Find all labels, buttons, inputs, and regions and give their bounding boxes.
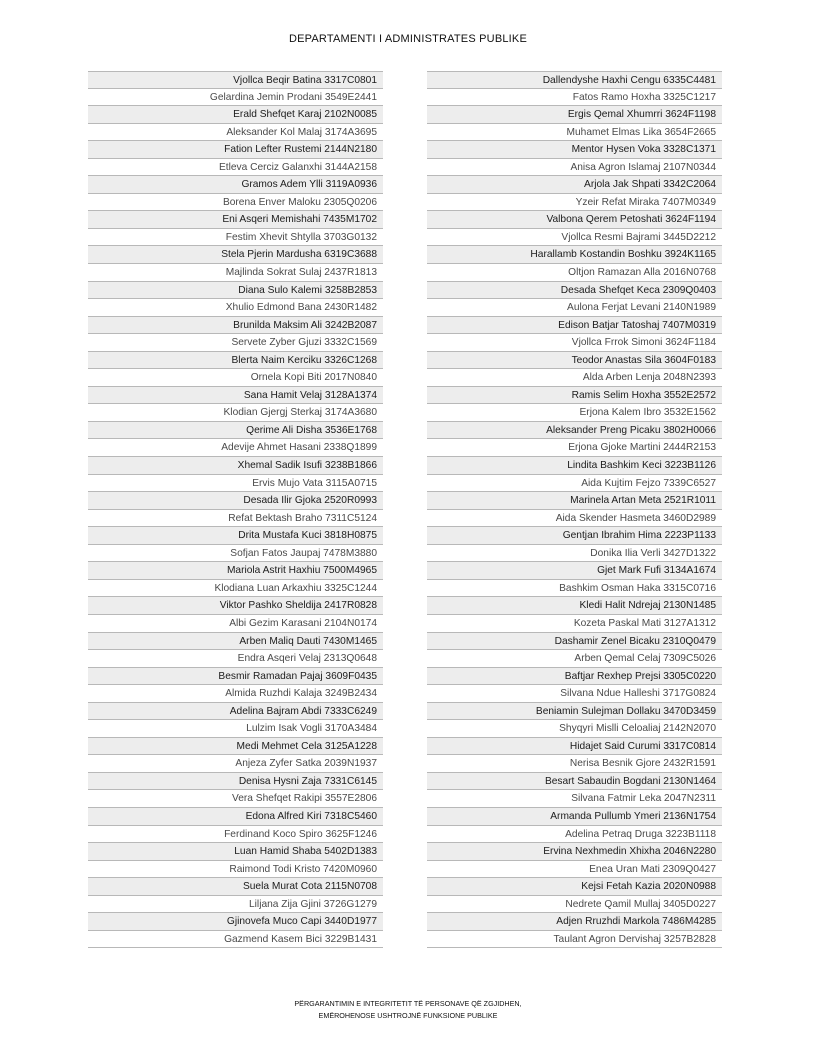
- list-item: Harallamb Kostandin Boshku 3924K1165: [427, 246, 722, 264]
- list-item: Aida Skender Hasmeta 3460D2989: [427, 510, 722, 528]
- list-item: Beniamin Sulejman Dollaku 3470D3459: [427, 703, 722, 721]
- list-item: Etleva Cerciz Galanxhi 3144A2158: [88, 159, 383, 177]
- list-item: Vjollca Frrok Simoni 3624F1184: [427, 334, 722, 352]
- list-item: Vera Shefqet Rakipi 3557E2806: [88, 790, 383, 808]
- list-item: Desada Shefqet Keca 2309Q0403: [427, 282, 722, 300]
- list-item: Shyqyri Mislli Celoaliaj 2142N2070: [427, 720, 722, 738]
- list-item: Gjinovefa Muco Capi 3440D1977: [88, 913, 383, 931]
- list-item: Fatos Ramo Hoxha 3325C1217: [427, 89, 722, 107]
- list-item: Raimond Todi Kristo 7420M0960: [88, 861, 383, 879]
- list-item: Aulona Ferjat Levani 2140N1989: [427, 299, 722, 317]
- list-item: Arben Maliq Dauti 7430M1465: [88, 633, 383, 651]
- list-item: Servete Zyber Gjuzi 3332C1569: [88, 334, 383, 352]
- list-item: Besart Sabaudin Bogdani 2130N1464: [427, 773, 722, 791]
- list-item: Ervina Nexhmedin Xhixha 2046N2280: [427, 843, 722, 861]
- list-item: Silvana Ndue Halleshi 3717G0824: [427, 685, 722, 703]
- list-item: Kledi Halit Ndrejaj 2130N1485: [427, 597, 722, 615]
- list-item: Almida Ruzhdi Kalaja 3249B2434: [88, 685, 383, 703]
- list-item: Marinela Artan Meta 2521R1011: [427, 492, 722, 510]
- page-title: DEPARTAMENTI I ADMINISTRATES PUBLIKE: [288, 33, 528, 45]
- list-item: Drita Mustafa Kuci 3818H0875: [88, 527, 383, 545]
- list-item: Mariola Astrit Haxhiu 7500M4965: [88, 562, 383, 580]
- list-item: Luan Hamid Shaba 5402D1383: [88, 843, 383, 861]
- list-item: Kozeta Paskal Mati 3127A1312: [427, 615, 722, 633]
- list-item: Adelina Petraq Druga 3223B1118: [427, 826, 722, 844]
- list-item: Taulant Agron Dervishaj 3257B2828: [427, 931, 722, 949]
- list-item: Donika Ilia Verli 3427D1322: [427, 545, 722, 563]
- list-item: Baftjar Rexhep Prejsi 3305C0220: [427, 668, 722, 686]
- list-item: Eni Asqeri Memishahi 7435M1702: [88, 211, 383, 229]
- list-item: Sana Hamit Velaj 3128A1374: [88, 387, 383, 405]
- list-item: Klodiana Luan Arkaxhiu 3325C1244: [88, 580, 383, 598]
- list-item: Dallendyshe Haxhi Cengu 6335C4481: [427, 71, 722, 89]
- list-item: Anjeza Zyfer Satka 2039N1937: [88, 755, 383, 773]
- list-item: Muhamet Elmas Lika 3654F2665: [427, 124, 722, 142]
- list-item: Gazmend Kasem Bici 3229B1431: [88, 931, 383, 949]
- list-item: Stela Pjerin Mardusha 6319C3688: [88, 246, 383, 264]
- footer-line-2: EMËROHENOSE USHTROJNË FUNKSIONE PUBLIKE: [318, 1011, 498, 1020]
- list-item: Vjollca Resmi Bajrami 3445D2212: [427, 229, 722, 247]
- list-item: Gentjan Ibrahim Hima 2223P1133: [427, 527, 722, 545]
- list-item: Refat Bektash Braho 7311C5124: [88, 510, 383, 528]
- list-item: Gjet Mark Fufi 3134A1674: [427, 562, 722, 580]
- list-item: Edona Alfred Kiri 7318C5460: [88, 808, 383, 826]
- list-item: Oltjon Ramazan Alla 2016N0768: [427, 264, 722, 282]
- list-item: Adevije Ahmet Hasani 2338Q1899: [88, 439, 383, 457]
- list-item: Aleksander Preng Picaku 3802H0066: [427, 422, 722, 440]
- list-item: Blerta Naim Kerciku 3326C1268: [88, 352, 383, 370]
- list-item: Edison Batjar Tatoshaj 7407M0319: [427, 317, 722, 335]
- list-item: Erjona Kalem Ibro 3532E1562: [427, 404, 722, 422]
- list-item: Ferdinand Koco Spiro 3625F1246: [88, 826, 383, 844]
- list-item: Denisa Hysni Zaja 7331C6145: [88, 773, 383, 791]
- list-item: Lulzim Isak Vogli 3170A3484: [88, 720, 383, 738]
- list-item: Viktor Pashko Sheldija 2417R0828: [88, 597, 383, 615]
- list-item: Fation Lefter Rustemi 2144N2180: [88, 141, 383, 159]
- page-footer: [0, 998, 816, 1022]
- list-item: Festim Xhevit Shtylla 3703G0132: [88, 229, 383, 247]
- list-item: Suela Murat Cota 2115N0708: [88, 878, 383, 896]
- list-item: Sofjan Fatos Jaupaj 7478M3880: [88, 545, 383, 563]
- list-item: Alda Arben Lenja 2048N2393: [427, 369, 722, 387]
- list-item: Aida Kujtim Fejzo 7339C6527: [427, 475, 722, 493]
- right-name-list: [427, 71, 722, 948]
- list-item: Nerisa Besnik Gjore 2432R1591: [427, 755, 722, 773]
- list-item: Xhemal Sadik Isufi 3238B1866: [88, 457, 383, 475]
- list-item: Kejsi Fetah Kazia 2020N0988: [427, 878, 722, 896]
- list-item: Arben Qemal Celaj 7309C5026: [427, 650, 722, 668]
- list-item: Endra Asqeri Velaj 2313Q0648: [88, 650, 383, 668]
- list-item: Lindita Bashkim Keci 3223B1126: [427, 457, 722, 475]
- list-item: Valbona Qerem Petoshati 3624F1194: [427, 211, 722, 229]
- list-item: Adelina Bajram Abdi 7333C6249: [88, 703, 383, 721]
- list-item: Enea Uran Mati 2309Q0427: [427, 861, 722, 879]
- list-item: Armanda Pullumb Ymeri 2136N1754: [427, 808, 722, 826]
- list-item: Nedrete Qamil Mullaj 3405D0227: [427, 896, 722, 914]
- list-item: Majlinda Sokrat Sulaj 2437R1813: [88, 264, 383, 282]
- list-item: Arjola Jak Shpati 3342C2064: [427, 176, 722, 194]
- list-item: Hidajet Said Curumi 3317C0814: [427, 738, 722, 756]
- list-item: Liljana Zija Gjini 3726G1279: [88, 896, 383, 914]
- list-item: Gelardina Jemin Prodani 3549E2441: [88, 89, 383, 107]
- list-item: Gramos Adem Ylli 3119A0936: [88, 176, 383, 194]
- list-item: Desada Ilir Gjoka 2520R0993: [88, 492, 383, 510]
- list-item: Brunilda Maksim Ali 3242B2087: [88, 317, 383, 335]
- list-item: Ergis Qemal Xhumrri 3624F1198: [427, 106, 722, 124]
- left-name-list: [88, 71, 383, 948]
- list-item: Ornela Kopi Biti 2017N0840: [88, 369, 383, 387]
- list-item: Teodor Anastas Sila 3604F0183: [427, 352, 722, 370]
- list-item: Albi Gezim Karasani 2104N0174: [88, 615, 383, 633]
- list-item: Aleksander Kol Malaj 3174A3695: [88, 124, 383, 142]
- list-item: Klodian Gjergj Sterkaj 3174A3680: [88, 404, 383, 422]
- list-item: Borena Enver Maloku 2305Q0206: [88, 194, 383, 212]
- list-item: Mentor Hysen Voka 3328C1371: [427, 141, 722, 159]
- list-item: Vjollca Beqir Batina 3317C0801: [88, 71, 383, 89]
- list-item: Dashamir Zenel Bicaku 2310Q0479: [427, 633, 722, 651]
- list-item: Yzeir Refat Miraka 7407M0349: [427, 194, 722, 212]
- list-item: Xhulio Edmond Bana 2430R1482: [88, 299, 383, 317]
- list-item: Qerime Ali Disha 3536E1768: [88, 422, 383, 440]
- list-item: Ramis Selim Hoxha 3552E2572: [427, 387, 722, 405]
- list-item: Anisa Agron Islamaj 2107N0344: [427, 159, 722, 177]
- list-item: Bashkim Osman Haka 3315C0716: [427, 580, 722, 598]
- list-item: Erjona Gjoke Martini 2444R2153: [427, 439, 722, 457]
- footer-line-1: PËRGARANTIMIN E INTEGRITETIT TË PERSONAVE QË ZGJIDHEN,: [294, 999, 522, 1008]
- list-item: Silvana Fatmir Leka 2047N2311: [427, 790, 722, 808]
- list-item: Diana Sulo Kalemi 3258B2853: [88, 282, 383, 300]
- list-item: Besmir Ramadan Pajaj 3609F0435: [88, 668, 383, 686]
- list-item: Ervis Mujo Vata 3115A0715: [88, 475, 383, 493]
- list-item: Erald Shefqet Karaj 2102N0085: [88, 106, 383, 124]
- list-item: Medi Mehmet Cela 3125A1228: [88, 738, 383, 756]
- list-item: Adjen Rruzhdi Markola 7486M4285: [427, 913, 722, 931]
